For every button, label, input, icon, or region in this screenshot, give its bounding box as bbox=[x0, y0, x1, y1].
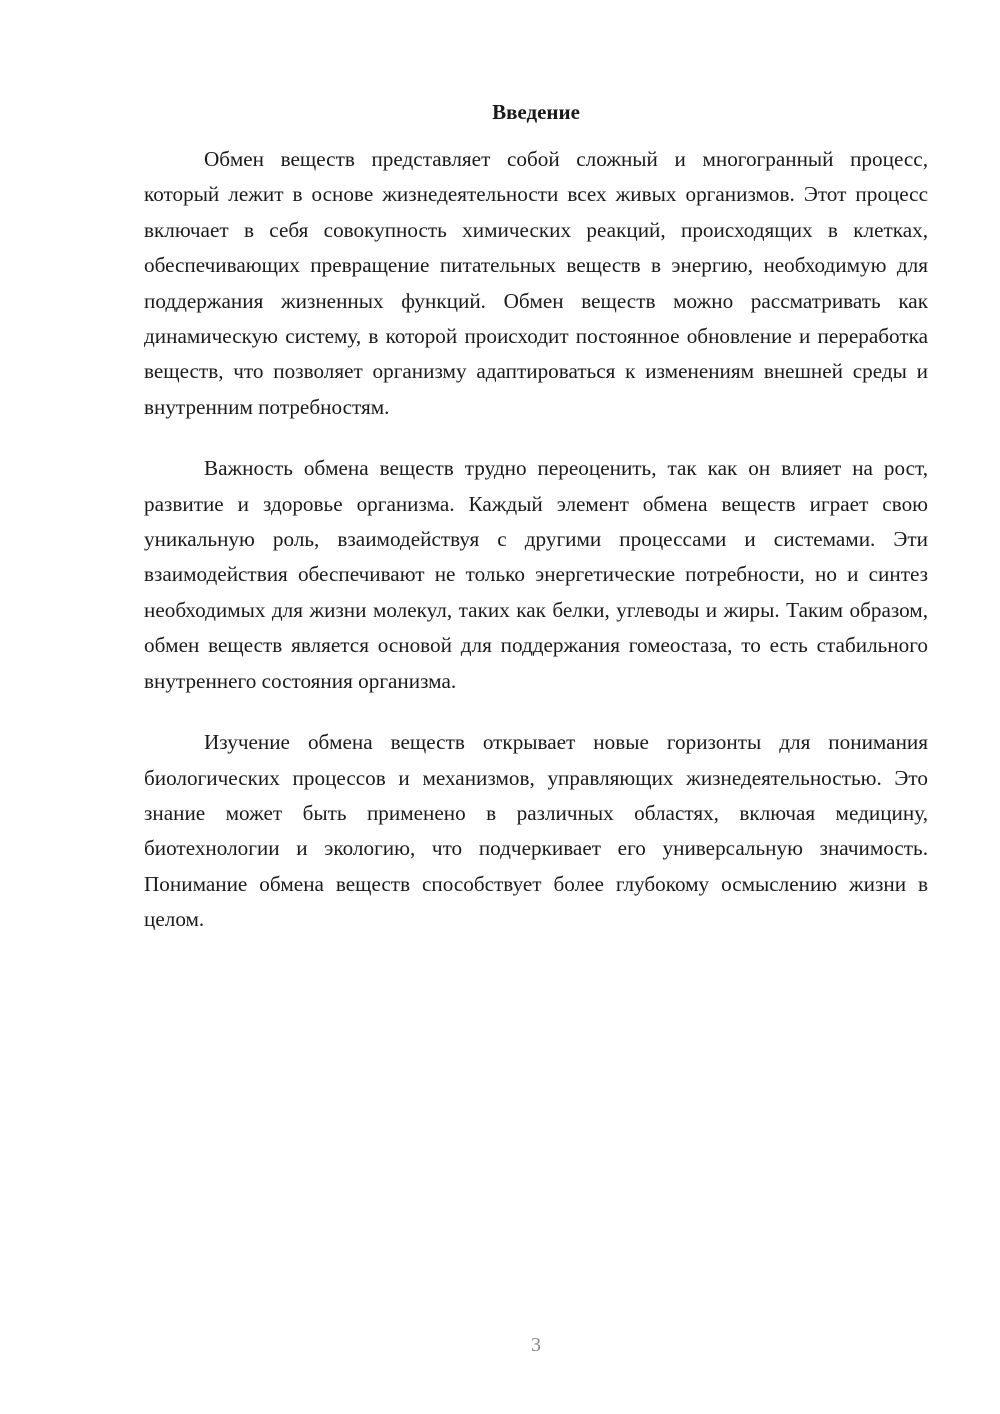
paragraph-1: Обмен веществ представляет собой сложный и многогранный процесс, который лежит в основе жизнедеятельности всех живых организмов. Этот процесс включает в себя совокупность химических реакций, происходящих в клетках, обеспечивающих превращение питательных веществ в энергию, необходимую для поддержания жизненных функций. Обмен веществ можно рассматривать как динамическую систему, в которой происходит постоянное обновление и переработка веществ, что позволяет организму адаптироваться к изменениям внешней среды и внутренним потребностям. bbox=[144, 147, 928, 419]
paragraph-3: Изучение обмена веществ открывает новые горизонты для понимания биологических процессов и механизмов, управляющих жизнедеятельностью. Это знание может быть применено в различных областях, включая медицину, биотехнологии и экологию, что подчеркивает его универсальную значимость. Понимание обмена веществ способствует более глубокому осмыслению жизни в целом. bbox=[144, 730, 928, 932]
paragraph-2: Важность обмена веществ трудно переоценить, так как он влияет на рост, развитие и здоровье организма. Каждый элемент обмена веществ играет свою уникальную роль, взаимодействуя с другими процессами и системами. Эти взаимодействия обеспечивают не только энергетические потребности, но и синтез необходимых для жизни молекул, таких как белки, углеводы и жиры. Таким образом, обмен веществ является основой для поддержания гомеостаза, то есть стабильного внутреннего состояния организма. bbox=[144, 456, 928, 693]
page-title: Введение bbox=[492, 100, 580, 124]
document-body bbox=[144, 142, 928, 964]
page-number: 3 bbox=[531, 1334, 541, 1356]
